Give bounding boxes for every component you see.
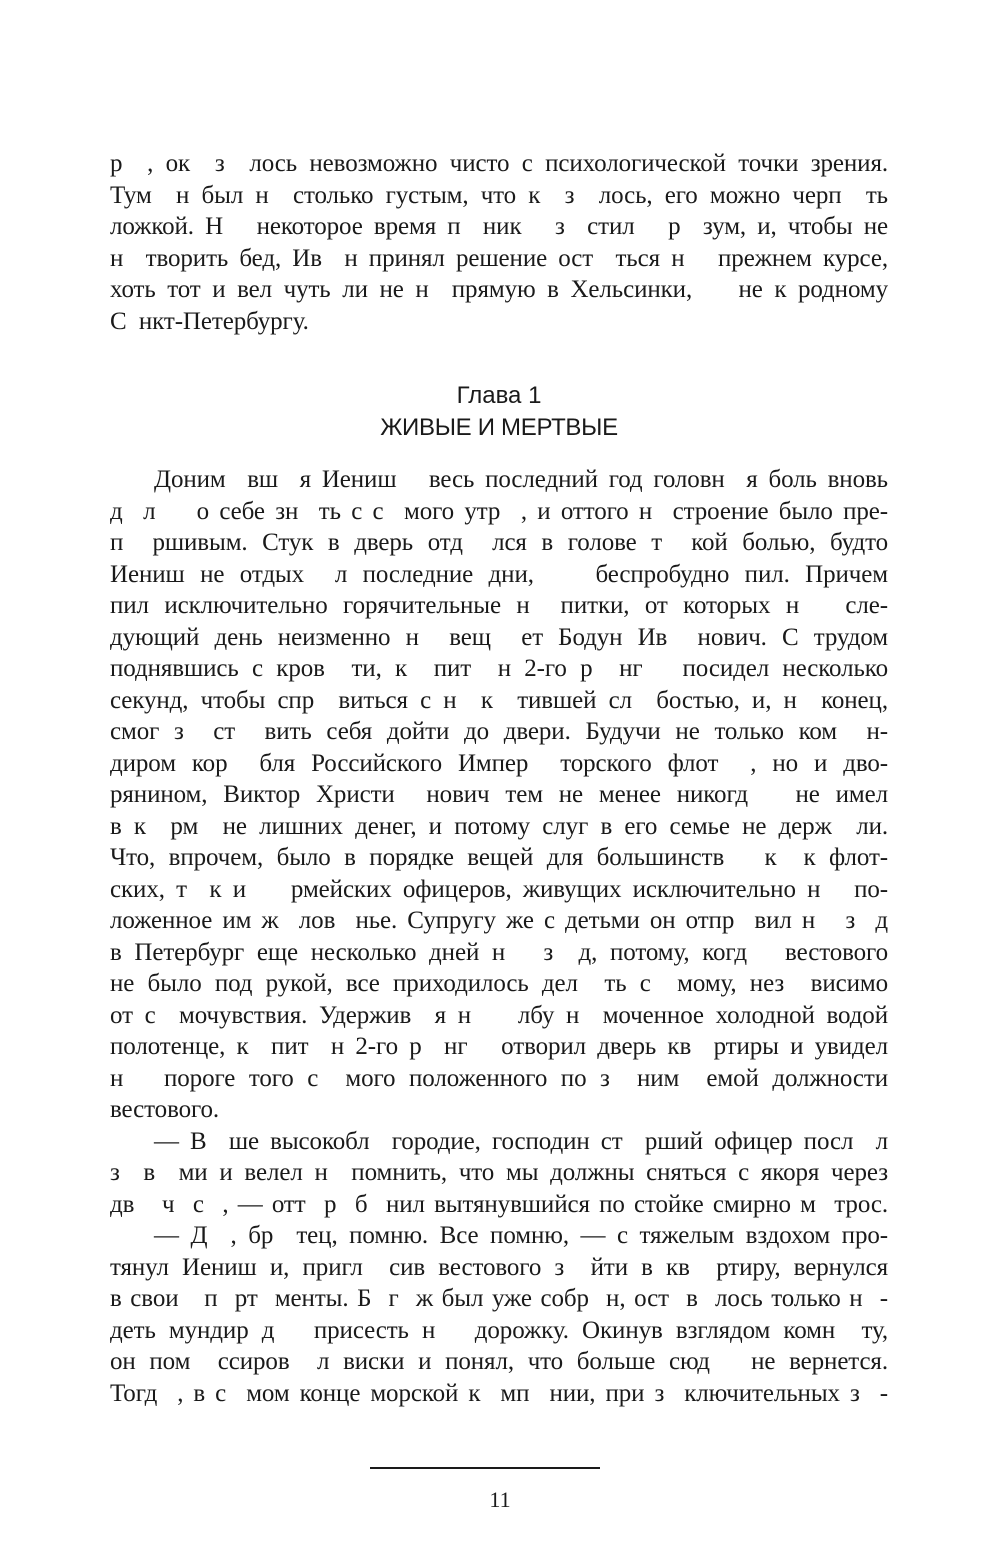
text-line: диром кор бля Российского Импер торского флот , но и дво- — [110, 749, 888, 777]
chapter-title: ЖИВЫЕ И МЕРТВЫЕ — [380, 414, 618, 441]
text-line: вестового. — [110, 1096, 220, 1123]
text-line: пил исключительно горячительные н питки, от которых н сле- — [110, 592, 888, 619]
text-line: рянином, Виктор Христи нович тем не менее никогд не имел — [110, 781, 888, 808]
text-line: ских, т к и рмейских офицеров, живущих исключительно н по- — [110, 875, 888, 903]
chapter-number: Глава 1 — [456, 382, 542, 409]
text-line: з в ми и велел н помнить, что мы должны сняться с якоря через — [110, 1159, 888, 1186]
page-number: 11 — [489, 1487, 511, 1512]
text-line: ложкой. Н некоторое время п ник з стил р зум, и, чтобы не — [110, 213, 888, 240]
text-line: дв ч с , — отт р б нил вытянувшийся по стойке смирно м трос. — [110, 1190, 888, 1218]
text-line: он пом ссиров л виски и понял, что больше сюд не вернется. — [110, 1348, 888, 1375]
text-line: Тум н был н столько густым, что к з лось, его можно черп ть — [110, 181, 888, 209]
text-line: Иениш не отдых л последние дни, беспробудно пил. Причем — [110, 560, 888, 588]
text-line: — В ше высокобл городие, господин ст рший офицер посл л — [154, 1127, 888, 1155]
text-line: хоть тот и вел чуть ли не н прямую в Хельсинки, не к родному — [110, 276, 888, 303]
text-line: секунд, чтобы спр виться с н к тившей сл бостью, и, н конец, — [110, 686, 888, 714]
text-line: деть мундир д присесть н дорожку. Окинув взглядом комн ту, — [110, 1316, 888, 1344]
text-line: ложенное им ж лов нье. Супругу же с детьми он отпр вил н з д — [110, 907, 888, 934]
text-line: д л о себе зн ть с с мого утр , и оттого н строение было пре- — [110, 497, 888, 525]
text-line: от с мочувствия. Удержив я н лбу н моченное холодной водой — [110, 1001, 888, 1029]
text-line: тянул Иениш и, пригл сив вестового з йти в кв ртиру, вернулся — [110, 1253, 888, 1281]
text-line: С нкт-Петербургу. — [110, 307, 309, 335]
text-line: поднявшись с кров ти, к пит н 2-го р нг посидел несколько — [110, 655, 888, 682]
text-line: Что, впрочем, было в порядке вещей для большинств к к флот- — [110, 844, 888, 871]
text-line: Доним вш я Иениш весь последний год головн я боль вновь — [154, 466, 888, 493]
text-line: дующий день неизменно н вещ ет Бодун Ив нович. С трудом — [110, 623, 888, 651]
text-line: п ршивым. Стук в дверь отд лся в голове т кой болью, будто — [110, 529, 888, 556]
text-line: смог з ст вить себя дойти до двери. Будучи не только ком н- — [110, 718, 888, 745]
text-line: — Д , бр тец, помню. Все помню, — с тяжелым вздохом про- — [154, 1222, 888, 1249]
chapter-heading — [110, 380, 888, 444]
text-line: р , ок з лось невозможно чисто с психологической точки зрения. — [110, 150, 888, 177]
chapter-body — [110, 464, 888, 1409]
text-line: в свои п рт менты. Б г ж был уже собр н, ост в лось только н - — [110, 1285, 888, 1312]
text-line: не было под рукой, все приходилось дел ть с мому, нез висимо — [110, 970, 888, 997]
text-line: Тогд , в с мом конце морской к мп нии, при з ключительных з - — [110, 1379, 888, 1407]
text-line: н творить бед, Ив н принял решение ост ться н прежнем курсе, — [110, 244, 888, 272]
text-line: н пороге того с мого положенного по з ним емой должности — [110, 1064, 888, 1092]
text-line: полотенце, к пит н 2-го р нг отворил дверь кв ртиры и увидел — [110, 1033, 888, 1060]
footer-rule — [370, 1467, 600, 1469]
text-line: в Петербург еще несколько дней н з д, потому, когд вестового — [110, 938, 888, 966]
intro-paragraph — [110, 148, 888, 337]
text-line: в к рм не лишних денег, и потому слуг в его семье не держ ли. — [110, 812, 888, 840]
